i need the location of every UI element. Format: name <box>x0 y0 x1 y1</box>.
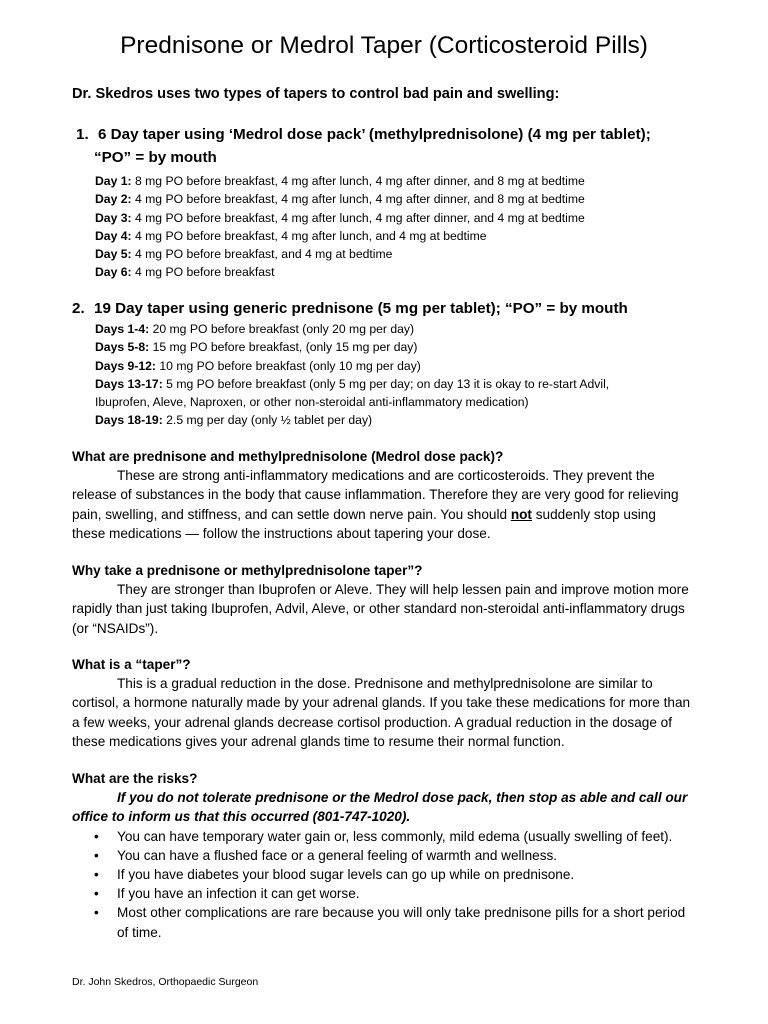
risk-list <box>72 827 692 942</box>
dose-day-label: Days 1-4: <box>95 322 150 336</box>
dose-day-text: 8 mg PO before breakfast, 4 mg after lunch, 4 mg after dinner, and 8 mg at bedtime <box>131 174 585 188</box>
dose-day-text: Ibuprofen, Aleve, Naproxen, or other non-steroidal anti-inflammatory medication) <box>95 395 529 410</box>
list-item: • Most other complications are rare because you will only take prednisone pills for a short period of time. <box>94 905 686 940</box>
dose-row <box>95 227 585 245</box>
dose-row <box>95 411 609 429</box>
dose-day-label: Day 6: <box>95 265 132 280</box>
answer-text: suddenly stop using these medications — follow the instructions about tapering your dose. <box>72 506 656 541</box>
question-heading: What are the risks? <box>72 771 198 786</box>
section-why-taper <box>72 561 692 638</box>
dose-day-text: 4 mg PO before breakfast, 4 mg after lunch, 4 mg after dinner, and 8 mg at bedtime <box>131 192 585 207</box>
dose-row <box>95 375 609 393</box>
taper1-number: 1. <box>76 126 89 143</box>
dose-day-label: Day 1: <box>95 174 132 188</box>
answer-text: These are strong anti-inflammatory medications and are corticosteroids. They prevent the release of substances in the body that cause inflammation. Therefore they are very good for relieving pain, swelling, and stiffness, and can settle down nerve pain. You should <box>72 468 679 522</box>
dose-day-text: 2.5 mg per day (only ½ tablet per day) <box>162 413 373 428</box>
taper1-schedule <box>95 172 585 282</box>
list-item: • If you have diabetes your blood sugar levels can go up while on prednisone. <box>72 865 692 884</box>
dose-row <box>95 209 585 227</box>
warning-text: If you do not tolerate prednisone or the Medrol dose pack, then stop as able and call our office to inform us that this occurred (801-747-1020). <box>72 790 688 825</box>
section-risks <box>72 769 692 942</box>
list-item: • If you have an infection it can get worse. <box>72 884 692 903</box>
answer-text: This is a gradual reduction in the dose. Prednisone and methylprednisolone are similar to cortisol, a hormone naturally made by your adrenal glands. If you take these medications for more than a few weeks, your adrenal glands decrease cortisol production. A gradual reduction in the dosage of these medications gives your adrenal glands time to resume their normal function. <box>72 676 691 749</box>
dose-day-text: 4 mg PO before breakfast, and 4 mg at bedtime <box>131 247 393 262</box>
dose-day-label: Day 4: <box>95 228 132 243</box>
dose-row <box>95 172 585 190</box>
intro-text: Dr. Skedros uses two types of tapers to control bad pain and swelling: <box>72 86 560 102</box>
dose-day-label: Day 5: <box>95 247 132 262</box>
question-heading: Why take a prednisone or methylprednisolone taper”? <box>72 563 423 578</box>
section-what-are-prednisone <box>72 447 692 543</box>
dose-day-text: 4 mg PO before breakfast <box>131 265 275 280</box>
dose-day-label: Days 5-8: <box>95 340 150 355</box>
dose-day-label: Day 3: <box>95 210 132 225</box>
dose-day-text: 20 mg PO before breakfast (only 20 mg per day) <box>149 322 415 336</box>
answer-paragraph <box>72 674 692 751</box>
dose-day-label: Days 13-17: <box>95 376 163 391</box>
answer-text: They are stronger than Ibuprofen or Aleve. They will help lessen pain and improve motion more rapidly than just taking Ibuprofen, Advil, Aleve, or other standard non-steroidal anti-inflammatory drugs (or “NSAIDs”). <box>72 582 689 636</box>
dose-row <box>95 263 585 281</box>
dose-day-label: Day 2: <box>95 192 132 207</box>
warning-paragraph <box>72 788 692 826</box>
bullet-icon: • <box>94 867 99 883</box>
taper2-schedule <box>95 320 609 430</box>
taper1-heading <box>76 125 651 145</box>
dose-row <box>95 393 609 411</box>
taper1-heading-line2: “PO” = by mouth <box>94 149 217 166</box>
answer-paragraph <box>72 466 692 543</box>
footer-author: Dr. John Skedros, Orthopaedic Surgeon <box>72 976 259 988</box>
dose-row <box>95 320 609 338</box>
dose-day-label: Days 9-12: <box>95 358 156 373</box>
section-what-is-taper <box>72 655 692 751</box>
taper2-heading <box>72 299 628 319</box>
dose-row <box>95 357 609 375</box>
dose-day-text: 4 mg PO before breakfast, 4 mg after lunch, 4 mg after dinner, and 4 mg at bedtime <box>131 210 585 225</box>
taper2-heading-text: 19 Day taper using generic prednisone (5 mg per tablet); “PO” = by mouth <box>94 300 628 317</box>
taper1-heading-line1: 6 Day taper using ‘Medrol dose pack’ (methylprednisolone) (4 mg per tablet); <box>98 126 651 143</box>
bullet-icon: • <box>94 886 99 902</box>
dose-day-label: Days 18-19: <box>95 413 163 428</box>
dose-day-text: 10 mg PO before breakfast (only 10 mg per day) <box>155 358 421 373</box>
dose-row <box>95 338 609 356</box>
page-title: Prednisone or Medrol Taper (Corticosteroid Pills) <box>120 32 648 59</box>
dose-day-text: 15 mg PO before breakfast, (only 15 mg per day) <box>149 340 418 355</box>
list-item: • You can have temporary water gain or, less commonly, mild edema (usually swelling of feet). <box>72 827 692 846</box>
bullet-icon: • <box>94 847 99 863</box>
question-heading: What is a “taper”? <box>72 657 191 672</box>
dose-row <box>95 190 585 208</box>
question-heading: What are prednisone and methylprednisolone (Medrol dose pack)? <box>72 449 504 464</box>
bullet-icon: • <box>94 828 99 844</box>
list-item: • You can have a flushed face or a general feeling of warmth and wellness. <box>72 846 692 865</box>
dose-day-text: 5 mg PO before breakfast (only 5 mg per day; on day 13 it is okay to re-start Advil, <box>162 376 610 391</box>
emphasis-not: not <box>510 506 532 522</box>
dose-row <box>95 245 585 263</box>
dose-day-text: 4 mg PO before breakfast, 4 mg after lunch, and 4 mg at bedtime <box>131 228 487 243</box>
bullet-icon: • <box>94 905 99 921</box>
taper2-number: 2. <box>72 300 85 317</box>
answer-paragraph <box>72 580 692 638</box>
